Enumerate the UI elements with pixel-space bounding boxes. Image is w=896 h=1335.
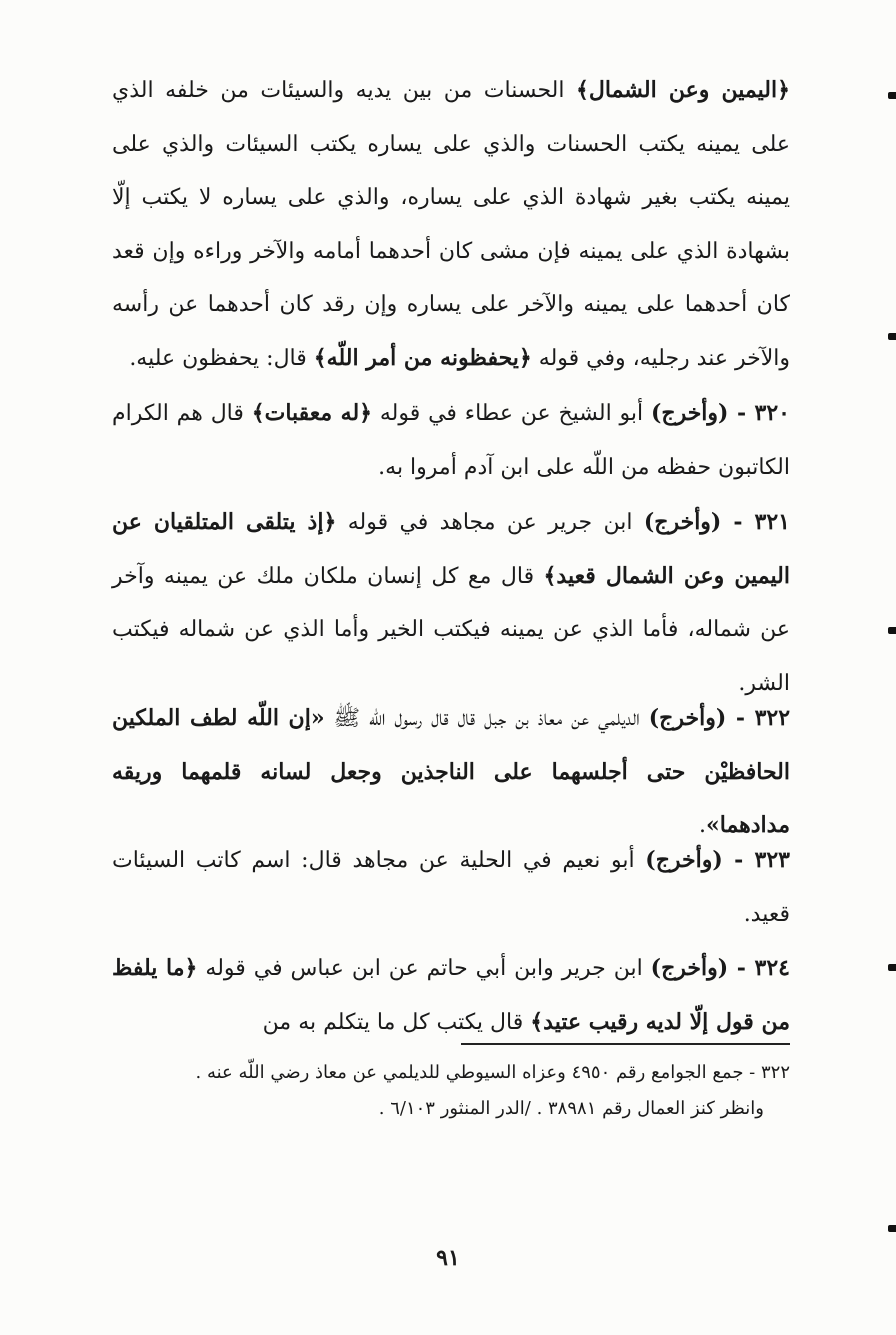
akhraj-label: (وأخرج) — [648, 705, 736, 731]
akhraj-label: (وأخرج) — [650, 955, 737, 981]
akhraj-label: (وأخرج) — [645, 847, 735, 873]
paragraph-321 — [112, 496, 790, 710]
paragraph-text: قال مع كل إنسان ملكان ملك عن يمينه وآخر عن شماله، فأما الذي عن يمينه فيكتب الخير وأما الذي عن شماله فيكتب الشر. — [112, 563, 790, 696]
scan-edge-mark — [888, 1225, 896, 1232]
akhraj-label: (وأخرج) — [650, 400, 737, 426]
quran-quote: ﴿إذ يتلقى المتلقيان عن اليمين وعن الشمال قعيد﴾ — [112, 509, 790, 589]
paragraph-320 — [112, 387, 790, 494]
paragraph-text: قال يكتب كل ما يتكلم به من — [262, 1009, 531, 1035]
scan-edge-mark — [888, 333, 896, 340]
quran-quote: ﴿له معقبات﴾ — [251, 400, 373, 426]
quran-quote: ﴿ما يلفظ من قول إلّا لديه رقيب عتيد﴾ — [112, 955, 790, 1035]
paragraph-intro — [112, 64, 790, 385]
entry-number: ٣٢٤ - — [736, 955, 790, 981]
entry-number: ٣٢٣ - — [734, 847, 790, 873]
scan-edge-mark — [888, 92, 896, 99]
footnotes — [112, 1055, 790, 1127]
paragraph-text: . — [698, 813, 706, 838]
quran-quote: ﴿اليمين وعن الشمال﴾ — [575, 77, 790, 103]
paragraph-text: ابن جرير وابن أبي حاتم عن ابن عباس في قوله — [197, 956, 651, 981]
paragraph-text: أبو نعيم في الحلية عن مجاهد قال: اسم كاتب السيئات قعيد. — [112, 848, 790, 927]
paragraph-text: قال هم الكرام الكاتبون حفظه من اللّه على ابن آدم أمروا به. — [112, 401, 790, 480]
entry-number: ٣٢٠ - — [736, 400, 790, 426]
entry-number: ٣٢٢ - — [735, 705, 791, 731]
akhraj-label: (وأخرج) — [643, 509, 734, 535]
page-number: ٩١ — [436, 1245, 460, 1271]
footnote-divider — [461, 1043, 790, 1045]
paragraph-323 — [112, 834, 790, 941]
paragraph-text: قال: يحفظون عليه. — [129, 345, 314, 371]
paragraph-324 — [112, 942, 790, 1049]
paragraph-text: أبو الشيخ عن عطاء في قوله — [372, 401, 651, 426]
paragraph-322 — [112, 692, 790, 853]
scan-edge-mark — [888, 627, 896, 634]
quran-quote: ﴿يحفظونه من أمر اللّه﴾ — [313, 344, 532, 371]
entry-number: ٣٢١ - — [733, 509, 790, 535]
paragraph-text: الديلمي عن معاذ بن جبل قال قال رسول اللّه ﷺ — [324, 706, 649, 731]
footnote-reference: وانظر كنز العمال رقم ٣٨٩٨١ . /الدر المنثور ٦/١٠٣ . — [378, 1098, 764, 1119]
footnote-322: ٣٢٢ - جمع الجوامع رقم ٤٩٥٠ وعزاه السيوطي للديلمي عن معاذ رضي اللّه عنه . — [195, 1062, 790, 1083]
hadith-quote: «إن اللّه لطف الملكين الحافظيْن حتى أجلسهما على الناجذين وجعل لسانه قلمهما وريقه مدادهما» — [112, 705, 790, 838]
scan-edge-mark — [888, 964, 896, 971]
paragraph-text: الحسنات من بين يديه والسيئات من خلفه الذي على يمينه يكتب الحسنات والذي على يساره يكتب السيئات والذي على يمينه يكتب بغير شهادة الذي على يساره، والذي على يساره لا يكتب إلّا بشهادة الذي على يمينه فإن مشى كان أحدهما أمامه والآخر وراءه وإن قعد كان أحدهما على يمينه والآخر على يساره وإن رقد كان أحدهما عن رأسه والآخر عند رجليه، وفي قوله — [112, 78, 790, 371]
paragraph-text: ابن جرير عن مجاهد في قوله — [336, 510, 644, 535]
